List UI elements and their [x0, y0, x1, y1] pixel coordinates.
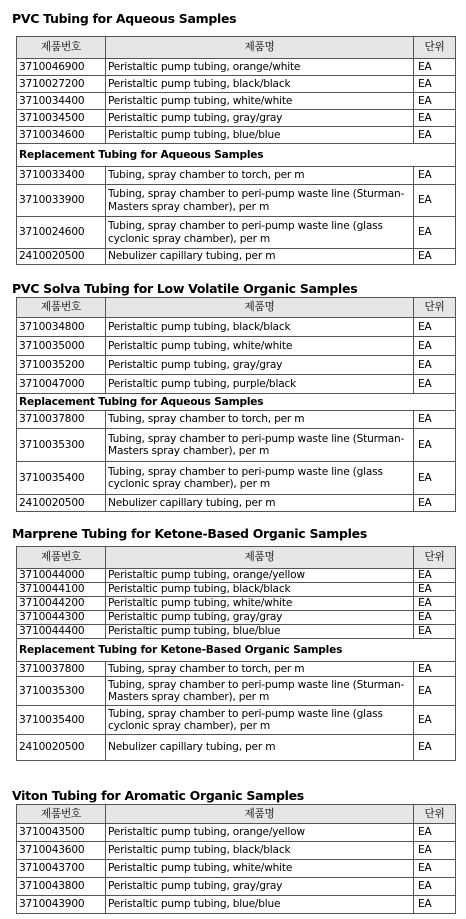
product-name: Tubing, spray chamber to torch, per m [106, 662, 414, 677]
unit: EA [414, 495, 456, 512]
unit: EA [414, 249, 456, 265]
unit: EA [414, 706, 456, 735]
header-code: 제품번호 [17, 298, 106, 318]
product-code: 3710043700 [17, 860, 106, 878]
unit: EA [414, 896, 456, 914]
unit: EA [414, 375, 456, 394]
unit: EA [414, 167, 456, 185]
product-code: 3710047000 [17, 375, 106, 394]
product-code: 3710035400 [17, 706, 106, 735]
section-title: PVC Solva Tubing for Low Volatile Organic Samples [12, 281, 358, 296]
unit: EA [414, 611, 456, 625]
table-row [17, 185, 456, 217]
product-code: 3710034600 [17, 127, 106, 144]
header-code: 제품번호 [17, 805, 106, 824]
unit: EA [414, 337, 456, 356]
table-row [17, 597, 456, 611]
unit: EA [414, 662, 456, 677]
unit: EA [414, 597, 456, 611]
product-name: Peristaltic pump tubing, blue/blue [106, 127, 414, 144]
product-code: 3710033900 [17, 185, 106, 217]
table-row [17, 860, 456, 878]
table-row [17, 110, 456, 127]
header-unit: 단위 [414, 547, 456, 569]
product-code: 2410020500 [17, 495, 106, 512]
product-name: Peristaltic pump tubing, black/black [106, 76, 414, 93]
table-row [17, 842, 456, 860]
table-row [17, 217, 456, 249]
product-code: 3710034500 [17, 110, 106, 127]
unit: EA [414, 76, 456, 93]
product-name: Peristaltic pump tubing, orange/yellow [106, 824, 414, 842]
product-name: Peristaltic pump tubing, black/black [106, 318, 414, 337]
product-name: Peristaltic pump tubing, gray/gray [106, 110, 414, 127]
product-code: 3710035300 [17, 429, 106, 462]
product-code: 2410020500 [17, 249, 106, 265]
unit: EA [414, 583, 456, 597]
product-name: Peristaltic pump tubing, blue/blue [106, 625, 414, 639]
table-row [17, 337, 456, 356]
product-name: Peristaltic pump tubing, orange/white [106, 59, 414, 76]
unit: EA [414, 318, 456, 337]
table-row [17, 462, 456, 495]
table-row [17, 824, 456, 842]
unit: EA [414, 462, 456, 495]
unit: EA [414, 878, 456, 896]
product-name: Peristaltic pump tubing, black/black [106, 842, 414, 860]
table-row [17, 249, 456, 265]
product-code: 3710044200 [17, 597, 106, 611]
section-title: PVC Tubing for Aqueous Samples [12, 11, 237, 26]
unit: EA [414, 59, 456, 76]
unit: EA [414, 127, 456, 144]
unit: EA [414, 356, 456, 375]
table-row [17, 429, 456, 462]
product-code: 3710034400 [17, 93, 106, 110]
section-title: Viton Tubing for Aromatic Organic Samples [12, 788, 304, 803]
table-row [17, 569, 456, 583]
product-name: Nebulizer capillary tubing, per m [106, 249, 414, 265]
subsection-title: Replacement Tubing for Aqueous Samples [17, 144, 456, 167]
unit: EA [414, 569, 456, 583]
product-name: Peristaltic pump tubing, gray/gray [106, 611, 414, 625]
table-row [17, 59, 456, 76]
product-code: 3710024600 [17, 217, 106, 249]
product-name: Peristaltic pump tubing, white/white [106, 597, 414, 611]
header-name: 제품명 [106, 547, 414, 569]
product-name: Peristaltic pump tubing, orange/yellow [106, 569, 414, 583]
product-code: 3710043900 [17, 896, 106, 914]
unit: EA [414, 860, 456, 878]
product-code: 3710035400 [17, 462, 106, 495]
product-name: Peristaltic pump tubing, gray/gray [106, 356, 414, 375]
header-unit: 단위 [414, 37, 456, 59]
header-code: 제품번호 [17, 547, 106, 569]
product-code: 3710044400 [17, 625, 106, 639]
product-name: Peristaltic pump tubing, white/white [106, 337, 414, 356]
product-name: Tubing, spray chamber to peri-pump waste line (glass cyclonic spray chamber), per m [106, 706, 414, 735]
product-name: Tubing, spray chamber to peri-pump waste line (glass cyclonic spray chamber), per m [106, 462, 414, 495]
product-code: 3710043600 [17, 842, 106, 860]
product-name: Tubing, spray chamber to peri-pump waste line (Sturman-Masters spray chamber), per m [106, 429, 414, 462]
table-row [17, 896, 456, 914]
product-code: 3710043800 [17, 878, 106, 896]
header-name: 제품명 [106, 298, 414, 318]
product-code: 3710044000 [17, 569, 106, 583]
unit: EA [414, 217, 456, 249]
section-title: Marprene Tubing for Ketone-Based Organic Samples [12, 526, 367, 541]
product-name: Tubing, spray chamber to torch, per m [106, 411, 414, 429]
product-name: Tubing, spray chamber to peri-pump waste line (Sturman-Masters spray chamber), per m [106, 677, 414, 706]
product-code: 3710044100 [17, 583, 106, 597]
unit: EA [414, 185, 456, 217]
table-row [17, 375, 456, 394]
product-code: 2410020500 [17, 735, 106, 761]
product-code: 3710037800 [17, 411, 106, 429]
subsection-title: Replacement Tubing for Ketone-Based Organic Samples [17, 639, 456, 662]
product-name: Tubing, spray chamber to peri-pump waste line (glass cyclonic spray chamber), per m [106, 217, 414, 249]
table-row [17, 495, 456, 512]
table-row [17, 167, 456, 185]
product-name: Tubing, spray chamber to torch, per m [106, 167, 414, 185]
product-name: Peristaltic pump tubing, blue/blue [106, 896, 414, 914]
unit: EA [414, 824, 456, 842]
unit: EA [414, 842, 456, 860]
product-table [16, 297, 456, 512]
table-row [17, 356, 456, 375]
table-row [17, 662, 456, 677]
product-name: Peristaltic pump tubing, white/white [106, 860, 414, 878]
table-row [17, 127, 456, 144]
unit: EA [414, 735, 456, 761]
table-row [17, 625, 456, 639]
product-code: 3710044300 [17, 611, 106, 625]
header-unit: 단위 [414, 298, 456, 318]
product-code: 3710035000 [17, 337, 106, 356]
header-name: 제품명 [106, 37, 414, 59]
table-row [17, 318, 456, 337]
product-table [16, 804, 456, 914]
table-row [17, 93, 456, 110]
unit: EA [414, 411, 456, 429]
table-row [17, 706, 456, 735]
table-row [17, 583, 456, 597]
unit: EA [414, 429, 456, 462]
header-name: 제품명 [106, 805, 414, 824]
table-row [17, 878, 456, 896]
product-code: 3710033400 [17, 167, 106, 185]
header-code: 제품번호 [17, 37, 106, 59]
table-row [17, 76, 456, 93]
unit: EA [414, 625, 456, 639]
product-code: 3710035200 [17, 356, 106, 375]
table-row [17, 735, 456, 761]
product-name: Nebulizer capillary tubing, per m [106, 735, 414, 761]
table-row [17, 411, 456, 429]
product-code: 3710027200 [17, 76, 106, 93]
subsection-title: Replacement Tubing for Aqueous Samples [17, 394, 456, 411]
product-table [16, 546, 456, 761]
product-name: Peristaltic pump tubing, black/black [106, 583, 414, 597]
product-name: Tubing, spray chamber to peri-pump waste line (Sturman-Masters spray chamber), per m [106, 185, 414, 217]
unit: EA [414, 110, 456, 127]
product-code: 3710037800 [17, 662, 106, 677]
table-row [17, 677, 456, 706]
product-code: 3710034800 [17, 318, 106, 337]
product-code: 3710043500 [17, 824, 106, 842]
product-name: Peristaltic pump tubing, purple/black [106, 375, 414, 394]
product-name: Peristaltic pump tubing, gray/gray [106, 878, 414, 896]
product-name: Peristaltic pump tubing, white/white [106, 93, 414, 110]
product-code: 3710046900 [17, 59, 106, 76]
unit: EA [414, 677, 456, 706]
product-table [16, 36, 456, 265]
table-row [17, 611, 456, 625]
product-code: 3710035300 [17, 677, 106, 706]
header-unit: 단위 [414, 805, 456, 824]
product-name: Nebulizer capillary tubing, per m [106, 495, 414, 512]
unit: EA [414, 93, 456, 110]
